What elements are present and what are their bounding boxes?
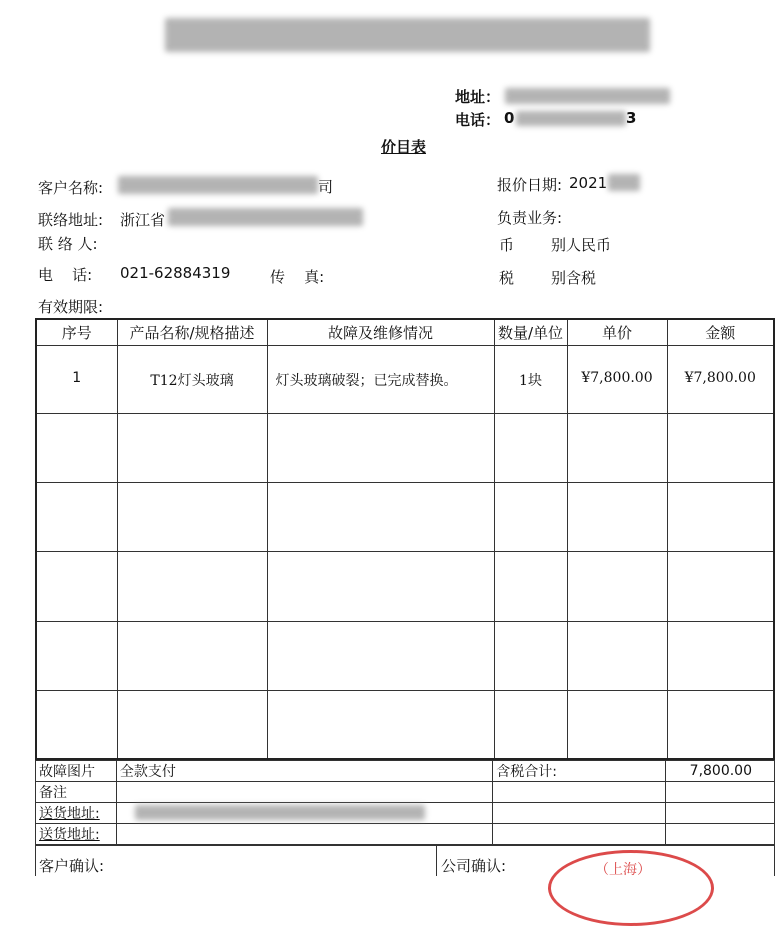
price-table xyxy=(35,318,775,760)
row-no: 1 xyxy=(36,345,117,413)
contact-person-label: 联 络 人: xyxy=(38,235,98,253)
contact-address-label: 联络地址: xyxy=(38,211,104,229)
tax-value: 别含税 xyxy=(551,269,597,287)
row-amount: ¥7,800.00 xyxy=(667,345,774,413)
table-row xyxy=(36,345,774,413)
currency-value: 别人民币 xyxy=(551,236,612,254)
col-header-qty: 数量/单位 xyxy=(494,319,567,345)
confirm-right-border xyxy=(774,845,775,876)
owner-label: 负责业务: xyxy=(497,209,563,227)
col-header-repair: 故障及维修情况 xyxy=(267,319,494,345)
currency-label: 币 xyxy=(499,236,515,254)
photo-label: 故障图片 xyxy=(36,761,117,782)
phone-value: 021-62884319 xyxy=(120,264,231,282)
row-product: T12灯头玻璃 xyxy=(117,345,267,413)
col-header-no: 序号 xyxy=(36,319,117,345)
phone-label: 电 话: xyxy=(38,266,93,284)
redacted-header-phone xyxy=(516,111,626,126)
ship-address-label-1: 送货地址: xyxy=(36,803,117,824)
quote-date-label: 报价日期: xyxy=(497,176,563,194)
col-header-unit-price: 单价 xyxy=(567,319,667,345)
customer-name-label: 客户名称: xyxy=(38,179,104,197)
confirm-divider xyxy=(436,845,437,876)
customer-name-suffix: 司 xyxy=(318,178,334,196)
empty-row xyxy=(36,621,774,690)
col-header-amount: 金额 xyxy=(667,319,774,345)
ship-address-label-2: 送货地址: xyxy=(36,824,117,845)
row-qty: 1块 xyxy=(494,345,567,413)
empty-row xyxy=(36,551,774,621)
empty-row xyxy=(36,413,774,482)
header-phone-suffix: 3 xyxy=(626,109,637,127)
empty-row xyxy=(36,690,774,759)
fax-label: 传 真: xyxy=(270,268,325,286)
row-unit-price: ¥7,800.00 xyxy=(567,345,667,413)
redacted-contact-address xyxy=(168,208,363,226)
quote-date-value: 2021 xyxy=(569,174,608,192)
empty-row xyxy=(36,482,774,551)
row-repair: 灯头玻璃破裂；已完成替换。 xyxy=(267,345,494,413)
redacted-company-name xyxy=(165,18,650,52)
customer-confirm-label: 客户确认: xyxy=(39,857,105,875)
confirm-row-top-border xyxy=(35,845,775,846)
redacted-customer-name xyxy=(118,176,318,194)
table-header-row xyxy=(36,319,774,345)
redacted-header-address xyxy=(505,88,670,104)
remark-label: 备注 xyxy=(36,782,117,803)
stamp-text: （上海） xyxy=(595,862,651,878)
payment-terms: 全款支付 xyxy=(116,761,492,782)
tax-label: 税 xyxy=(499,269,515,287)
page-title: 价目表 xyxy=(381,138,427,156)
total-value: 7,800.00 xyxy=(666,761,775,782)
validity-label: 有效期限: xyxy=(38,298,104,316)
footer-table xyxy=(35,760,775,845)
confirm-left-border xyxy=(35,845,36,876)
company-seal-stamp xyxy=(548,850,714,926)
header-phone-label: 电话： xyxy=(455,111,501,129)
company-confirm-label: 公司确认: xyxy=(441,857,507,875)
total-label: 含税合计: xyxy=(493,761,666,782)
header-phone-prefix: 0 xyxy=(504,109,515,127)
redacted-quote-date xyxy=(608,174,640,191)
header-address-label: 地址： xyxy=(455,88,501,106)
redacted-ship-address xyxy=(135,805,425,820)
col-header-product: 产品名称/规格描述 xyxy=(117,319,267,345)
contact-address-value: 浙江省 xyxy=(120,211,166,229)
